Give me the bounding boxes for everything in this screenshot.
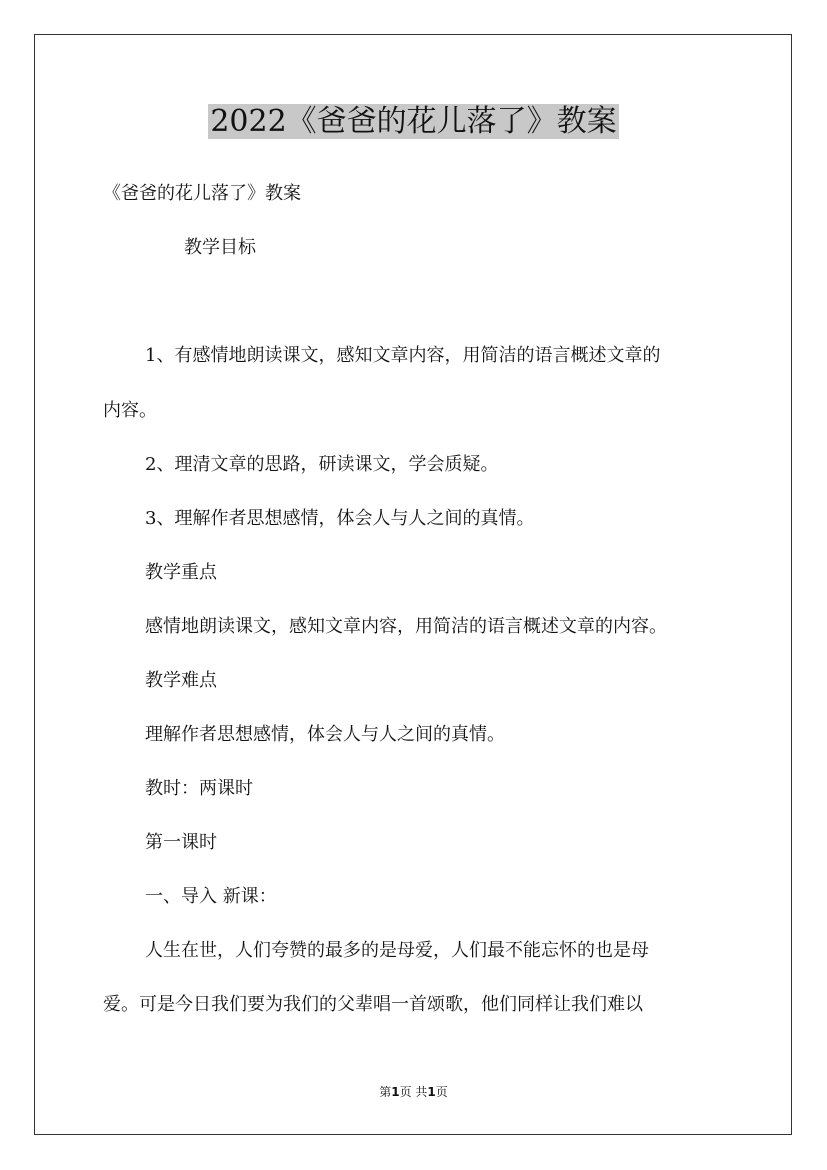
objective-1-line-1: 1、有感情地朗读课文，感知文章内容，用简洁的语言概述文章的 <box>145 345 661 366</box>
key-points-text: 感情地朗读课文，感知文章内容，用简洁的语言概述文章的内容。 <box>145 616 667 637</box>
section-heading-objectives: 教学目标 <box>184 237 256 258</box>
objective-2: 2、理清文章的思路，研读课文，学会质疑。 <box>145 454 499 475</box>
footer-page-mid: 页 共 <box>399 1085 428 1099</box>
document-title <box>0 100 827 144</box>
first-lesson-heading: 第一课时 <box>145 832 217 853</box>
intro-paragraph-line-2: 爱。可是今日我们要为我们的父辈唱一首颂歌，他们同样让我们难以 <box>103 994 643 1015</box>
section-heading-difficulties: 教学难点 <box>145 670 217 691</box>
footer-page-total: 1 <box>427 1085 436 1099</box>
subtitle-line: 《爸爸的花儿落了》教案 <box>103 183 301 204</box>
page-footer <box>0 1084 827 1100</box>
intro-paragraph-line-1: 人生在世，人们夸赞的最多的是母爱，人们最不能忘怀的也是母 <box>145 940 649 961</box>
footer-page-prefix: 第 <box>379 1085 392 1099</box>
class-hours: 教时：两课时 <box>145 778 253 799</box>
objective-1-line-2: 内容。 <box>103 400 157 421</box>
document-title-text: 2022《爸爸的花儿落了》教案 <box>210 104 617 139</box>
footer-page-suffix: 页 <box>435 1085 448 1099</box>
footer-page-current: 1 <box>391 1085 400 1099</box>
difficulties-text: 理解作者思想感情，体会人与人之间的真情。 <box>145 724 505 745</box>
objective-3: 3、理解作者思想感情，体会人与人之间的真情。 <box>145 508 535 529</box>
section-heading-key-points: 教学重点 <box>145 562 217 583</box>
intro-heading: 一、导入 新课： <box>145 886 277 907</box>
